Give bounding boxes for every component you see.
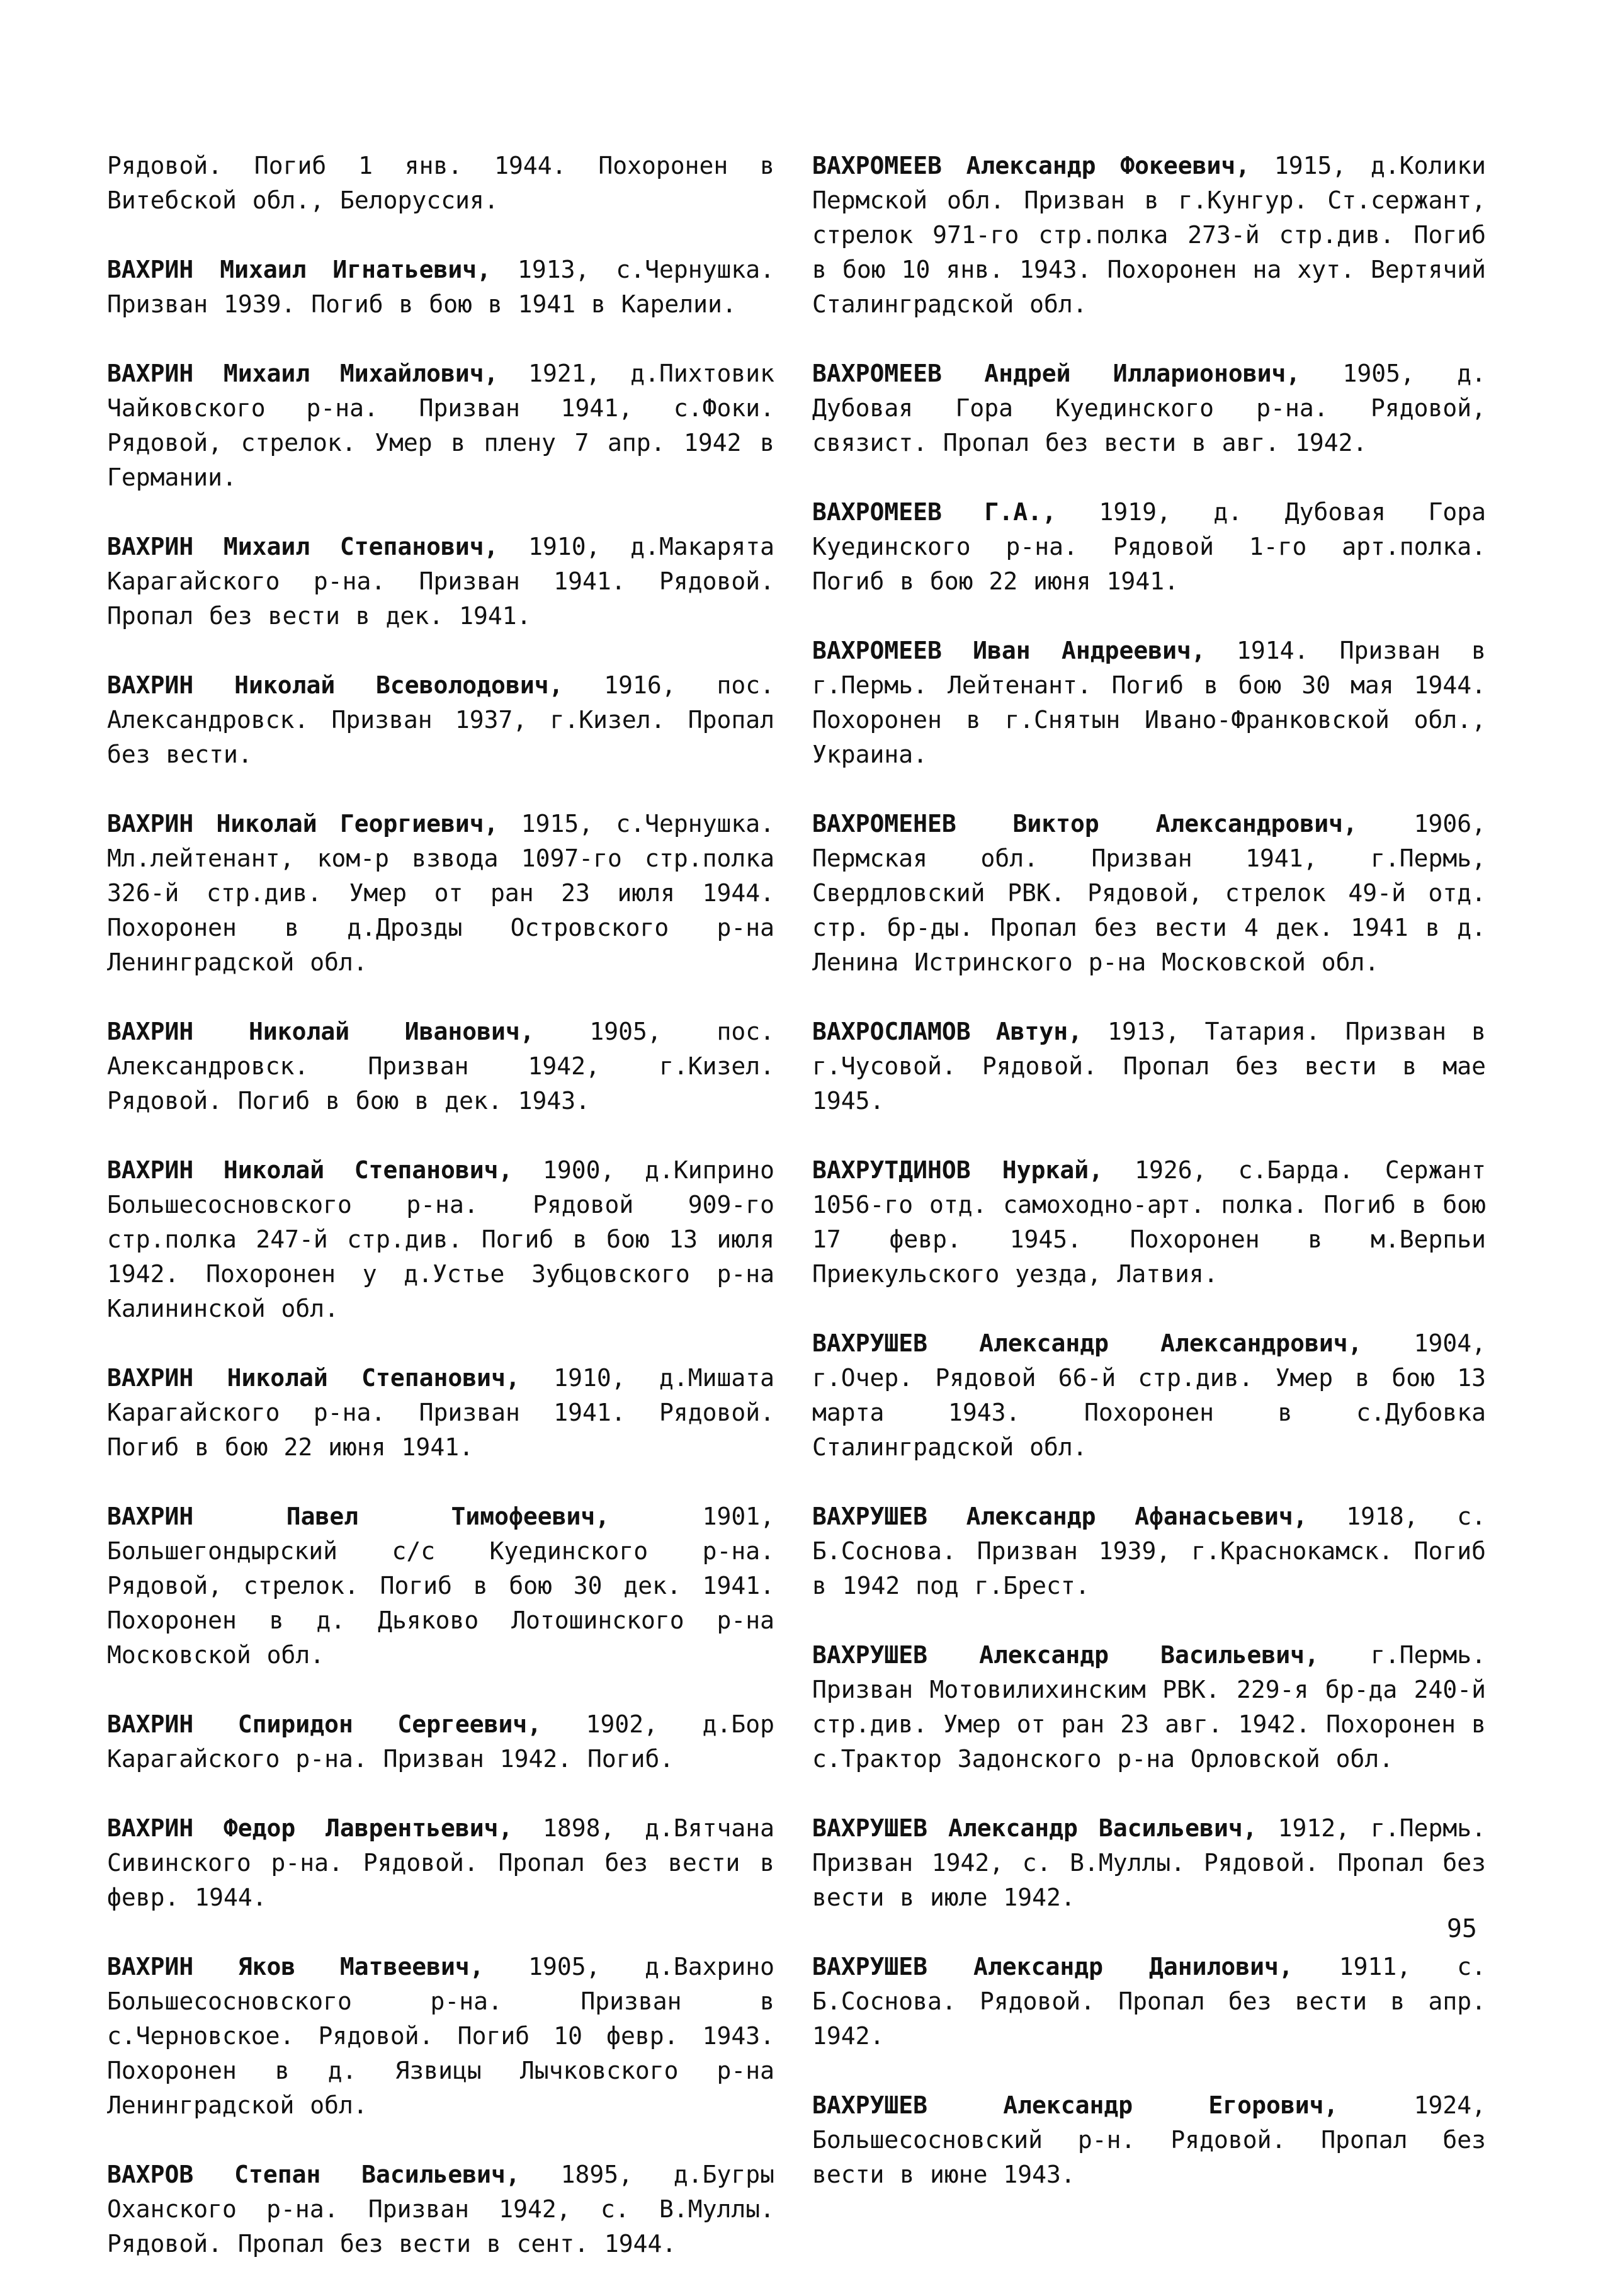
entry-name: ВАХРИН Николай Иванович,: [107, 1018, 535, 1045]
biography-entry: [812, 1153, 1486, 1292]
biography-entry: [107, 1707, 774, 1776]
entry-name: ВАХРУШЕВ Александр Александрович,: [812, 1329, 1362, 1357]
entry-text: 1913, с.Чернушка. Призван 1939. Погиб в бою в 1941 в Карелии.: [107, 256, 774, 318]
entry-text: 1900, д.Киприно Большесосновского р-на. Рядовой 909-го стр.полка 247-й стр.див. Погиб в бою 13 июля 1942. Похоронен у д.Устье Зубцовского р-на Калининской обл.: [107, 1156, 774, 1322]
biography-entry: [812, 1326, 1486, 1465]
biography-entry: [107, 149, 774, 218]
biography-entry: [107, 1499, 774, 1673]
entry-name: ВАХРОМЕНЕВ Виктор Александрович,: [812, 810, 1357, 838]
entry-text: 1913, Татария. Призван в г.Чусовой. Рядовой. Пропал без вести в мае 1945.: [812, 1018, 1486, 1115]
biography-entry: [107, 1153, 774, 1326]
biography-entry: [107, 668, 774, 772]
entry-text: 1924, Большесосновский р-н. Рядовой. Пропал без вести в июне 1943.: [812, 2091, 1486, 2188]
entry-name: ВАХРУШЕВ Александр Егорович,: [812, 2091, 1339, 2119]
entry-text: 1910, д.Мишата Карагайского р-на. Призван 1941. Рядовой. Погиб в бою 22 июня 1941.: [107, 1364, 774, 1461]
biography-entry: [107, 253, 774, 322]
entry-text: г.Пермь. Призван Мотовилихинским РВК. 229-я бр-да 240-й стр.див. Умер от ран 23 авг. 1942. Похоронен в с.Трактор Задонского р-на Орловской обл.: [812, 1641, 1486, 1773]
biography-entry: [812, 1811, 1486, 1915]
biography-entry: [107, 1811, 774, 1915]
entry-text: 1912, г.Пермь. Призван 1942, с. В.Муллы. Рядовой. Пропал без вести в июле 1942.: [812, 1814, 1486, 1911]
entry-name: ВАХРИН Федор Лаврентьевич,: [107, 1814, 513, 1842]
entry-name: ВАХРУТДИНОВ Нуркай,: [812, 1156, 1103, 1184]
entry-name: ВАХРУШЕВ Александр Васильевич,: [812, 1814, 1257, 1842]
biography-entry: [812, 495, 1486, 599]
entry-text: 1898, д.Вятчана Сивинского р-на. Рядовой. Пропал без вести в февр. 1944.: [107, 1814, 774, 1911]
left-column: [107, 149, 774, 2296]
entry-text: 1895, д.Бугры Оханского р-на. Призван 1942, с. В.Муллы. Рядовой. Пропал без вести в сент. 1944.: [107, 2161, 774, 2258]
entry-text: 1915, с.Чернушка. Мл.лейтенант, ком-р взвода 1097-го стр.полка 326-й стр.див. Умер от ран 23 июля 1944. Похоронен в д.Дрозды Островского р-на Ленинградской обл.: [107, 810, 774, 976]
biography-entry: [812, 1499, 1486, 1603]
biography-entry: [812, 1014, 1486, 1118]
entry-name: ВАХРИН Николай Всеволодович,: [107, 671, 564, 699]
entry-text: 1911, с. Б.Соснова. Рядовой. Пропал без вести в апр. 1942.: [812, 1953, 1486, 2050]
entry-text: 1904, г.Очер. Рядовой 66-й стр.див. Умер в бою 13 марта 1943. Похоронен в с.Дубовка Сталинградской обл.: [812, 1329, 1486, 1461]
entry-name: ВАХРОМЕЕВ Иван Андреевич,: [812, 637, 1206, 664]
entry-text: 1906, Пермская обл. Призван 1941, г.Пермь, Свердловский РВК. Рядовой, стрелок 49-й отд. стр. бр-ды. Пропал без вести 4 дек. 1941 в д. Ленина Истринского р-на Московской обл.: [812, 810, 1486, 976]
entry-name: ВАХРИН Михаил Михайлович,: [107, 360, 499, 387]
entry-text: 1902, д.Бор Карагайского р-на. Призван 1942. Погиб.: [107, 1710, 774, 1773]
page-number: 95: [1446, 1914, 1477, 1943]
biography-entry: [812, 2088, 1486, 2192]
entry-text: 1921, д.Пихтовик Чайковского р-на. Призван 1941, с.Фоки. Рядовой, стрелок. Умер в плену 7 апр. 1942 в Германии.: [107, 360, 774, 491]
entry-text: 1918, с. Б.Соснова. Призван 1939, г.Краснокамск. Погиб в 1942 под г.Брест.: [812, 1503, 1486, 1600]
right-column: [812, 149, 1486, 2227]
biography-entry: [107, 530, 774, 634]
entry-text: 1905, д. Дубовая Гора Куединского р-на. Рядовой, связист. Пропал без вести в авг. 1942.: [812, 360, 1486, 457]
biography-entry: [107, 356, 774, 495]
biography-entry: [812, 1950, 1486, 2054]
entry-name: ВАХРУШЕВ Александр Афанасьевич,: [812, 1503, 1308, 1530]
biography-entry: [812, 1638, 1486, 1776]
entry-name: ВАХРИН Николай Степанович,: [107, 1156, 513, 1184]
entry-text: 1915, д.Колики Пермской обл. Призван в г.Кунгур. Ст.сержант, стрелок 971-го стр.полка 273-й стр.див. Погиб в бою 10 янв. 1943. Похоронен на хут. Вертячий Сталинградской обл.: [812, 152, 1486, 318]
entry-name: ВАХРИН Павел Тимофеевич,: [107, 1503, 610, 1530]
entry-name: ВАХРОМЕЕВ Г.А.,: [812, 498, 1056, 526]
entry-text: 1901, Большегондырский с/с Куединского р-на. Рядовой, стрелок. Погиб в бою 30 дек. 1941. Похоронен в д. Дьяково Лотошинского р-на Московской обл.: [107, 1503, 774, 1669]
entry-name: ВАХРИН Михаил Степанович,: [107, 533, 499, 560]
entry-text: 1905, д.Вахрино Большесосновского р-на. Призван в с.Черновское. Рядовой. Погиб 10 февр. 1943. Похоронен в д. Язвицы Лычковского р-на Ленинградской обл.: [107, 1953, 774, 2119]
entry-text: 1905, пос. Александровск. Призван 1942, г.Кизел. Рядовой. Погиб в бою в дек. 1943.: [107, 1018, 774, 1115]
biography-entry: [107, 1950, 774, 2123]
biography-entry: [812, 149, 1486, 322]
entry-text: 1914. Призван в г.Пермь. Лейтенант. Погиб в бою 30 мая 1944. Похоронен в г.Снятын Ивано-Франковской обл., Украина.: [812, 637, 1486, 768]
biography-entry: [107, 1014, 774, 1118]
entry-text: 1916, пос. Александровск. Призван 1937, г.Кизел. Пропал без вести.: [107, 671, 774, 768]
entry-name: ВАХРОВ Степан Васильевич,: [107, 2161, 520, 2188]
entry-name: ВАХРУШЕВ Александр Данилович,: [812, 1953, 1293, 1981]
entry-text: Рядовой. Погиб 1 янв. 1944. Похоронен в Витебской обл., Белоруссия.: [107, 152, 774, 214]
entry-name: ВАХРИН Николай Георгиевич,: [107, 810, 499, 838]
biography-entry: [812, 356, 1486, 460]
biography-entry: [107, 2157, 774, 2261]
biography-entry: [107, 807, 774, 980]
entry-name: ВАХРУШЕВ Александр Васильевич,: [812, 1641, 1319, 1669]
entry-name: ВАХРИН Николай Степанович,: [107, 1364, 520, 1392]
entry-text: 1919, д. Дубовая Гора Куединского р-на. Рядовой 1-го арт.полка. Погиб в бою 22 июня 1941.: [812, 498, 1486, 595]
entry-name: ВАХРОМЕЕВ Александр Фокеевич,: [812, 152, 1250, 179]
biography-entry: [812, 634, 1486, 772]
entry-name: ВАХРИН Яков Матвеевич,: [107, 1953, 484, 1981]
entry-name: ВАХРОСЛАМОВ Автун,: [812, 1018, 1083, 1045]
entry-text: 1910, д.Макарята Карагайского р-на. Призван 1941. Рядовой. Пропал без вести в дек. 1941.: [107, 533, 774, 630]
entry-name: ВАХРИН Спиридон Сергеевич,: [107, 1710, 542, 1738]
entry-text: 1926, с.Барда. Сержант 1056-го отд. самоходно-арт. полка. Погиб в бою 17 февр. 1945. Похоронен в м.Верпьи Приекульского уезда, Латвия.: [812, 1156, 1486, 1288]
entry-name: ВАХРИН Михаил Игнатьевич,: [107, 256, 492, 283]
entry-name: ВАХРОМЕЕВ Андрей Илларионович,: [812, 360, 1301, 387]
biography-entry: [107, 1361, 774, 1465]
biography-entry: [812, 807, 1486, 980]
